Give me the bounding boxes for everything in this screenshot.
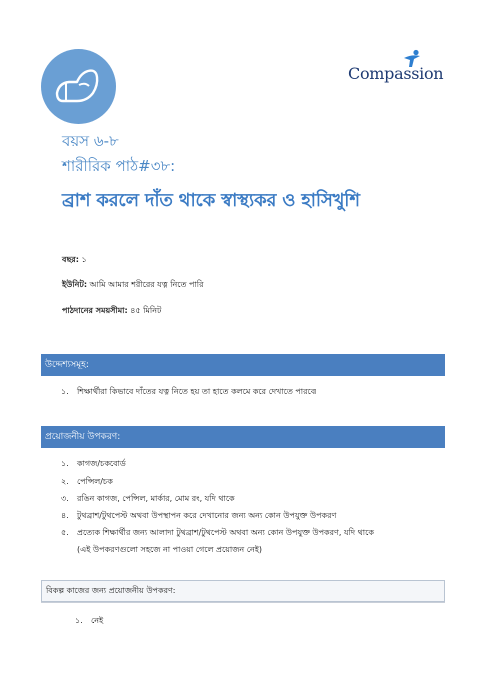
unit-label: ইউনিট: bbox=[62, 280, 88, 289]
unit-value: আমি আমার শরীরের যত্ন নিতে পারি bbox=[87, 280, 204, 289]
year-label: বছর: bbox=[62, 255, 79, 264]
materials-heading: প্রয়োজনীয় উপকরণ: bbox=[41, 426, 445, 448]
divider bbox=[41, 602, 445, 603]
list-number: ১. bbox=[61, 387, 69, 396]
physical-lesson-icon bbox=[41, 49, 116, 124]
list-text: শিক্ষার্থীরা কিভাবে দাঁতের যত্ন নিতে হয় তা হাতে কলমে করে দেখাতে পারবে৷ bbox=[77, 387, 317, 396]
list-text: প্রত্যেক শিক্ষার্থীর জন্য আলাদা টুথব্রাশ/টুথপেস্ট অথবা অন্য কোন উপযুক্ত উপকরণ, যদি থাকে bbox=[77, 528, 374, 537]
materials-note bbox=[77, 544, 262, 557]
list-number: ২. bbox=[61, 477, 69, 486]
list-number: ৫. bbox=[61, 528, 69, 537]
list-text: নেই bbox=[91, 616, 104, 625]
list-text: পেন্সিল/চক bbox=[77, 477, 113, 486]
age-range: বয়স ৬-৮ bbox=[62, 132, 119, 150]
lesson-number: শারীরিক পাঠ#৩৮: bbox=[62, 157, 176, 175]
flexed-arm-icon bbox=[41, 49, 116, 124]
list-text: কাগজ/চকবোর্ড bbox=[77, 459, 126, 468]
lesson-title: ব্রাশ করলে দাঁত থাকে স্বাস্থ্যকর ও হাসিখুশি bbox=[62, 190, 360, 211]
year-value: ১ bbox=[78, 255, 87, 264]
list-number: ৪. bbox=[61, 511, 69, 520]
unit-line bbox=[62, 279, 203, 292]
duration-label: পাঠদানের সময়সীমা: bbox=[62, 306, 128, 315]
objectives-heading: উদ্দেশ্যসমূহ: bbox=[41, 354, 445, 376]
duration-line bbox=[62, 305, 161, 318]
duration-value: ৪৫ মিনিট bbox=[127, 306, 162, 315]
list-number: ১. bbox=[75, 616, 83, 625]
list-text: টুথব্রাশ/টুথপেস্ট অথবা উপস্থাপন করে দেখানোর জন্য অন্য কোন উপযুক্ত উপকরণ bbox=[77, 511, 337, 520]
alternative-materials-heading: বিকল্প কাজের জন্য প্রয়োজনীয় উপকরণ: bbox=[41, 580, 445, 602]
list-number: ৩. bbox=[61, 494, 69, 503]
list-text: রঙিন কাগজ, পেন্সিল, মার্কার, মোম রং, যদি থাকে bbox=[77, 494, 235, 503]
year-line bbox=[62, 254, 87, 267]
list-number: ১. bbox=[61, 459, 69, 468]
note-text: (এই উপকরণগুলো সহজে না পাওয়া গেলে প্রয়োজন নেই) bbox=[77, 545, 263, 554]
compassion-logo-text: Compassion bbox=[348, 64, 444, 83]
